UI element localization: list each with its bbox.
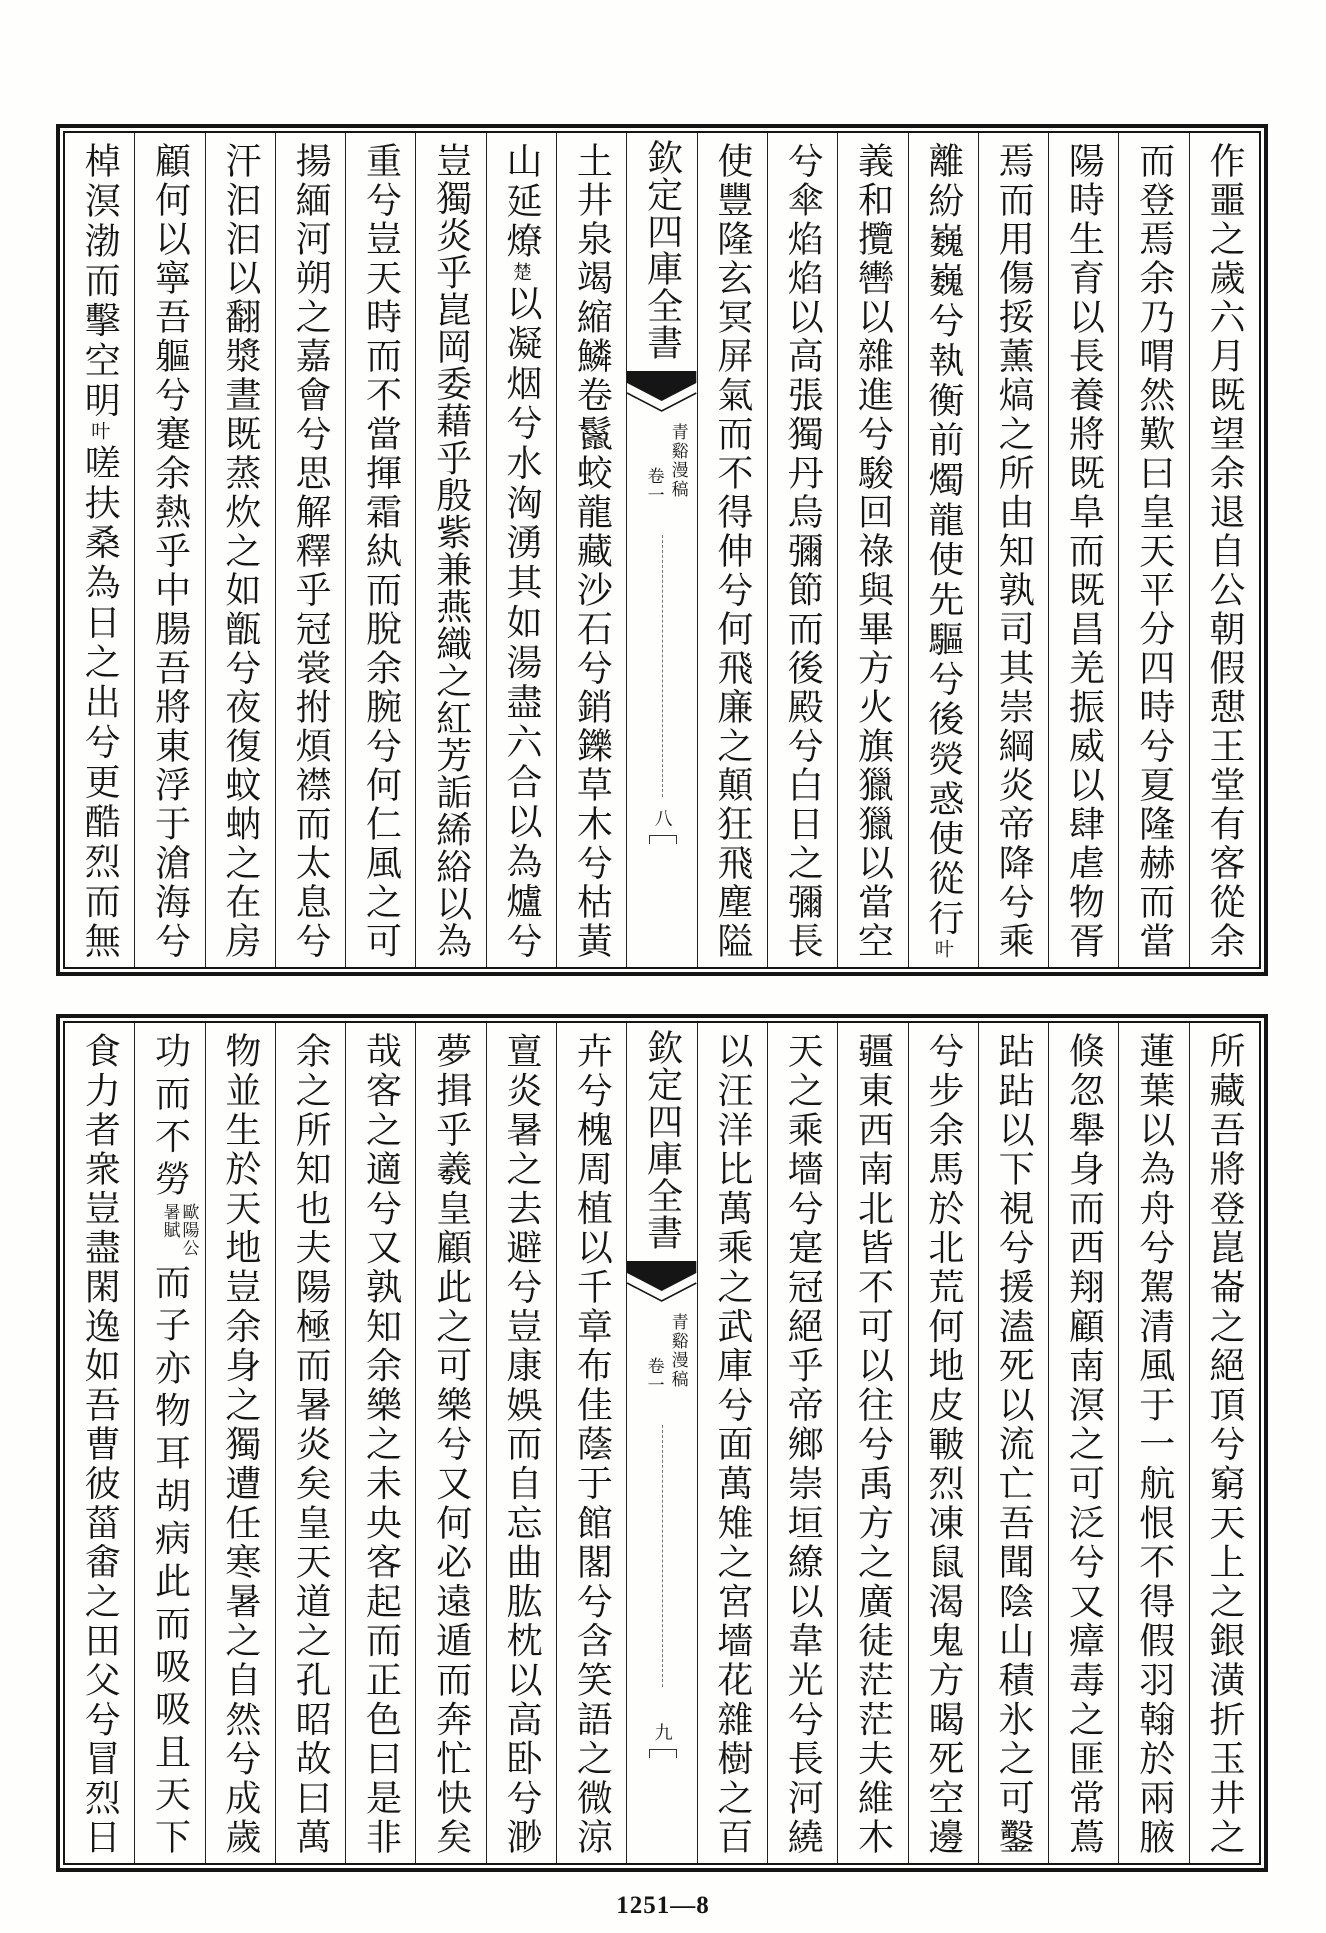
volume-label: 卷一: [643, 1357, 664, 1395]
column-text: 哉客之適兮又孰知余樂之未央客起而正色曰是非: [360, 1032, 402, 1854]
text-column: [346, 1023, 416, 1863]
text-column: [557, 133, 627, 967]
text-column: [1190, 1023, 1259, 1863]
collection-title: 欽定四庫全書: [641, 1029, 683, 1251]
text-column: [206, 1023, 276, 1863]
column-text: 蓮葉以為舟兮駕清風于一航恨不得假羽翰於兩腋: [1133, 1032, 1175, 1854]
column-text: 以汪洋比萬乘之武庫兮面萬雉之宮墻花雜樹之百: [711, 1032, 753, 1854]
column-text: 義和攬轡以雜進兮駿回祿與畢方火旗獵獵以當空: [852, 142, 894, 958]
center-rule: [662, 1425, 663, 1687]
column-text: 兮步余馬於北荒何地皮皸烈凍鼠渴鬼方暍死空邊: [922, 1032, 964, 1854]
center-rule: [662, 535, 663, 797]
text-column: [65, 133, 135, 967]
text-column: [909, 1023, 979, 1863]
column-text: 嗟扶桑為日之出兮更酷烈而無: [79, 443, 121, 959]
text-column: [979, 133, 1049, 967]
column-text: 夢揖乎羲皇顧此之可樂兮又何必遠遁而奔忙快矣: [430, 1032, 472, 1854]
text-column: [1119, 1023, 1189, 1863]
column-text: 而子亦物耳胡病此而吸吸且天下: [149, 1256, 191, 1855]
column-text: 顧何以寧吾軀兮蹇余熱乎中腸吾將東浮于滄海兮: [149, 142, 191, 958]
column-text: 陽時生育以長養將既阜而既昌羌振威以肆虐物胥: [1063, 142, 1105, 958]
folio-bracket: [649, 835, 677, 844]
text-column: [838, 1023, 908, 1863]
column-text: 而登焉余乃喟然歎曰皇天平分四時兮夏隆赫而當: [1133, 142, 1175, 958]
column-text: 山延燎: [501, 142, 543, 262]
folio-number: 八: [651, 809, 673, 827]
column-text: 物並生於天地豈余身之獨遭任寒暑之自然兮成歲: [219, 1032, 261, 1854]
bottom-leaf-frame: [63, 1021, 1261, 1865]
fish-tail-mark-icon: [627, 1261, 696, 1303]
text-column: [768, 1023, 838, 1863]
folio-bracket: [649, 1749, 677, 1758]
column-text: 作噩之歲六月既望余退自公朝假憇王堂有客從余: [1204, 142, 1245, 958]
column-text: 焉而用傷挼薰熇之所由知孰司其崇綱炎帝降兮乘: [993, 142, 1035, 958]
column-text: 所藏吾將登崑崙之絕頂兮窮天上之銀潢折玉井之: [1204, 1032, 1245, 1854]
column-text: 食力者衆豈盡閑逸如吾曹彼菑畬之田父兮冒烈日: [79, 1032, 121, 1854]
interlinear-note: 叶: [931, 939, 954, 958]
bottom-leaf-columns: [65, 1023, 1259, 1863]
column-text: 兮傘焰焰以高張獨丹烏彌節而後殿兮白日之彌長: [782, 142, 824, 958]
double-line-note: [160, 1203, 198, 1257]
text-column: [276, 1023, 346, 1863]
block-heart-column: [627, 133, 697, 967]
column-text: 倏忽舉身而西翔顧南溟之可泛兮又瘴毒之匪常蔦: [1063, 1032, 1105, 1854]
text-column: [416, 1023, 486, 1863]
top-leaf-frame: [63, 131, 1261, 969]
text-column: [135, 1023, 205, 1863]
text-column: [557, 1023, 627, 1863]
text-column: [206, 133, 276, 967]
column-text: 棹溟渤而擊空明: [79, 142, 121, 421]
text-column: [276, 133, 346, 967]
page-footer-number: 1251—8: [616, 1892, 710, 1919]
column-text: 使豐隆玄冥屏氣而不得伸兮何飛廉之顛狂飛塵隘: [711, 142, 753, 958]
folio-number: 九: [651, 1723, 673, 1741]
column-text: 跕跕以下視兮援溘死以流亡吾聞陰山積氷之可鑿: [993, 1032, 1035, 1854]
column-text: 余之所知也夫陽極而暑炎矣皇天道之孔昭故曰萬: [290, 1032, 332, 1854]
column-text: 揚緬河朔之嘉會兮思解釋乎冠裳拊煩襟而太息兮: [290, 142, 332, 958]
text-column: [1049, 1023, 1119, 1863]
column-text: 豈獨炎乎崑岡委藉乎殷紫兼燕織之紅芳詬絺綌以為: [430, 142, 472, 958]
interlinear-note: 楚: [510, 261, 533, 285]
text-column: [1049, 133, 1119, 967]
text-column: [416, 133, 486, 967]
text-column: [979, 1023, 1049, 1863]
text-column: [838, 133, 908, 967]
bottom-leaf: [56, 1014, 1268, 1872]
text-column: [487, 133, 557, 967]
note-line: 歐陽公: [178, 1202, 199, 1257]
column-text: 功而不勞: [149, 1032, 191, 1203]
column-text: 天之乘墻兮寔冠絕乎帝鄉崇垣繚以韋光兮長河繞: [782, 1032, 824, 1854]
text-column: [1119, 133, 1189, 967]
book-title: 青谿漫稿: [667, 423, 688, 499]
top-leaf: [56, 124, 1268, 976]
column-text: 卉兮槐周植以千章布佳蔭于館閣兮含笑語之微涼: [571, 1032, 613, 1854]
text-column: [135, 133, 205, 967]
column-text: 重兮豈天時而不當揮霜紈而脫余腕兮何仁風之可: [360, 142, 402, 958]
text-column: [698, 133, 768, 967]
top-leaf-columns: [65, 133, 1259, 967]
column-text: 土井泉竭縮鱗卷鬣蛟龍藏沙石兮銷鑠草木兮枯黃: [571, 142, 613, 958]
text-column: [698, 1023, 768, 1863]
text-column: [346, 133, 416, 967]
text-column: [768, 133, 838, 967]
column-text: 以凝烟兮水洶湧其如湯盡六合以為爐兮: [501, 284, 543, 959]
text-column: [909, 133, 979, 967]
text-column: [1190, 133, 1259, 967]
interlinear-note: 叶: [88, 420, 111, 444]
column-text: 亶炎暑之去避兮豈康娛而自忘曲肱枕以高卧兮渺: [501, 1032, 543, 1854]
block-heart-column: [627, 1023, 697, 1863]
volume-label: 卷一: [643, 467, 664, 505]
collection-title: 欽定四庫全書: [641, 139, 683, 361]
note-line: 暑賦: [159, 1202, 180, 1239]
text-column: [65, 1023, 135, 1863]
fish-tail-mark-icon: [627, 371, 696, 413]
column-text: 離紛巍巍兮執衡前燭龍使先驅兮後熒惑使從行: [922, 142, 964, 939]
book-title: 青谿漫稿: [667, 1313, 688, 1389]
column-text: 疆東西南北皆不可以往兮禹方之廣徒茫茫夫維木: [852, 1032, 894, 1854]
column-text: 汗汩汩以翻漿晝既蒸炊之如甑兮夜復蚊蚋之在房: [219, 142, 261, 958]
text-column: [487, 1023, 557, 1863]
